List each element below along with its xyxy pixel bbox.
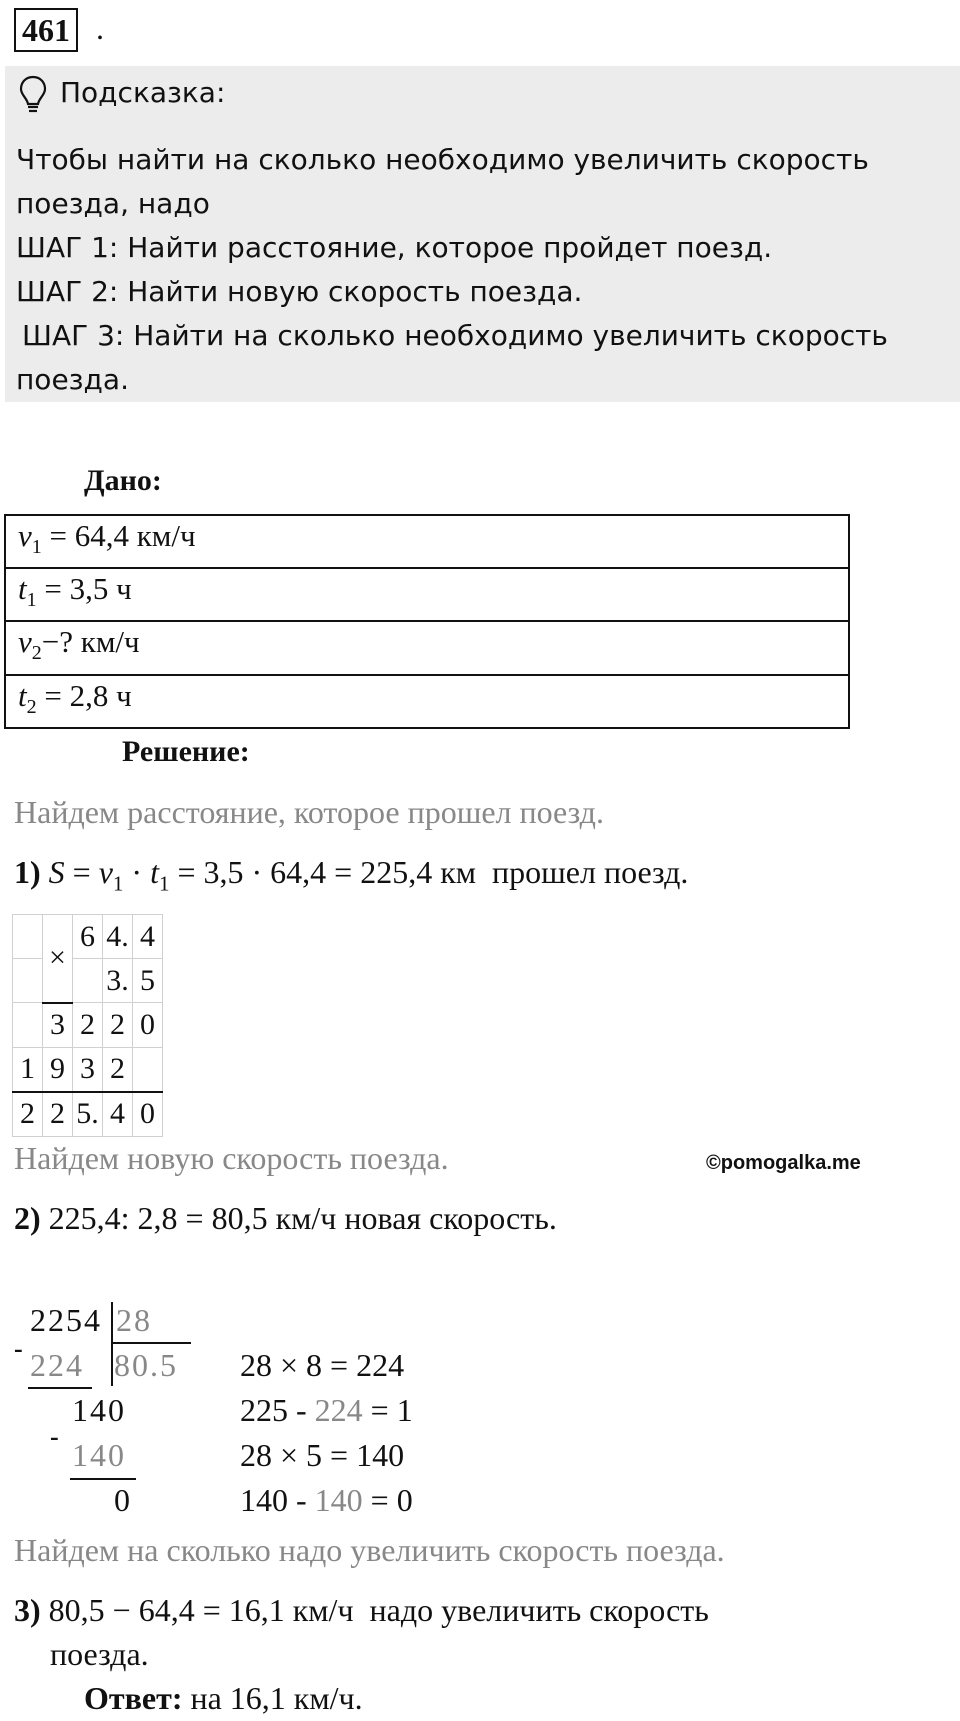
- division-minus-2: -: [50, 1422, 61, 1451]
- grid-row: × 6 4. 4: [13, 915, 163, 959]
- multiplication-grid: [12, 914, 163, 1137]
- answer: [84, 1680, 363, 1717]
- given-table: [4, 514, 850, 729]
- task-number-dot: .: [96, 10, 104, 46]
- division-check-4: 140 - 140 = 0: [240, 1482, 413, 1518]
- hint-title: Подсказка:: [60, 76, 226, 109]
- division-check-1: 28 × 8 = 224: [240, 1347, 405, 1383]
- division-vertical-bar: [111, 1302, 113, 1386]
- division-minus-1: -: [14, 1334, 25, 1363]
- grid-row: 3 2 2 0: [13, 1003, 163, 1048]
- division-underline-1: [28, 1387, 92, 1389]
- hint-intro-line-2: поезда, надо: [16, 187, 210, 220]
- hint-step-1-text: Найти расстояние, которое пройдет поезд.: [127, 231, 773, 264]
- solution-step-3: 3) 80,5 − 64,4 = 16,1 км/ч надо увеличить скорость: [14, 1592, 709, 1628]
- division-check-2: 225 - 224 = 1: [240, 1392, 413, 1428]
- hint-intro-line-1: Чтобы найти на сколько необходимо увеличить скорость: [16, 143, 869, 176]
- division-remainder-1: 140: [72, 1392, 126, 1428]
- division-subtrahend-1: 224: [30, 1347, 84, 1383]
- division-dividend: 2254: [30, 1302, 102, 1338]
- task-number: 461: [14, 8, 78, 52]
- hint-step-3-text: Найти на сколько необходимо увеличить скорость: [133, 319, 888, 352]
- hint-step-1: [16, 230, 772, 266]
- division-check-3: 28 × 5 = 140: [240, 1437, 405, 1473]
- given-title: Дано:: [84, 464, 162, 497]
- hint-step-3: [22, 318, 888, 354]
- solution-step-3-continuation: поезда.: [50, 1636, 149, 1672]
- solution-note-2: Найдем новую скорость поезда.: [14, 1140, 449, 1176]
- solution-note-1: Найдем расстояние, которое прошел поезд.: [14, 794, 604, 830]
- answer-label: Ответ:: [84, 1680, 183, 1716]
- hint-step-2-label: ШАГ 2:: [16, 275, 119, 308]
- grid-row: 1 9 3 2: [13, 1047, 163, 1092]
- hint-step-3-continuation: поезда.: [16, 363, 129, 396]
- hint-step-2-text: Найти новую скорость поезда.: [127, 275, 583, 308]
- solution-step-1: 1) $S = v_1 \cdot t_1 = 3,5 \cdot 64,4 = 225,4$ км прошел поезд.: [14, 854, 689, 896]
- hint-step-3-label: ШАГ 3:: [22, 319, 125, 352]
- given-row: $t_1 = 3,5$ ч: [5, 568, 849, 621]
- given-row: $t_2 = 2,8$ ч: [5, 675, 849, 728]
- solution-step-2: 2) 225,4: 2,8 = 80,5 км/ч новая скорость.: [14, 1200, 557, 1236]
- hint-step-1-label: ШАГ 1:: [16, 231, 119, 264]
- division-divisor-underline: [111, 1342, 191, 1344]
- solution-note-3: Найдем на сколько надо увеличить скорость поезда.: [14, 1532, 725, 1568]
- grid-row: 2 2 5. 4 0: [13, 1092, 163, 1137]
- hint-step-2: [16, 274, 582, 310]
- grid-row: 3. 5: [13, 959, 163, 1003]
- given-row: $v_1 = 64,4$ км/ч: [5, 515, 849, 568]
- solution-title: Решение:: [122, 735, 250, 768]
- division-remainder-2: 0: [114, 1482, 132, 1518]
- division-subtrahend-2: 140: [72, 1437, 126, 1473]
- watermark: ©pomogalka.me: [706, 1152, 861, 1174]
- division-divisor: 28: [116, 1302, 152, 1338]
- given-row: $v_2-$? км/ч: [5, 621, 849, 674]
- division-underline-2: [70, 1478, 136, 1480]
- division-quotient: 80.5: [114, 1347, 178, 1383]
- lightbulb-icon: [18, 74, 48, 114]
- answer-text: на 16,1 км/ч.: [190, 1680, 363, 1716]
